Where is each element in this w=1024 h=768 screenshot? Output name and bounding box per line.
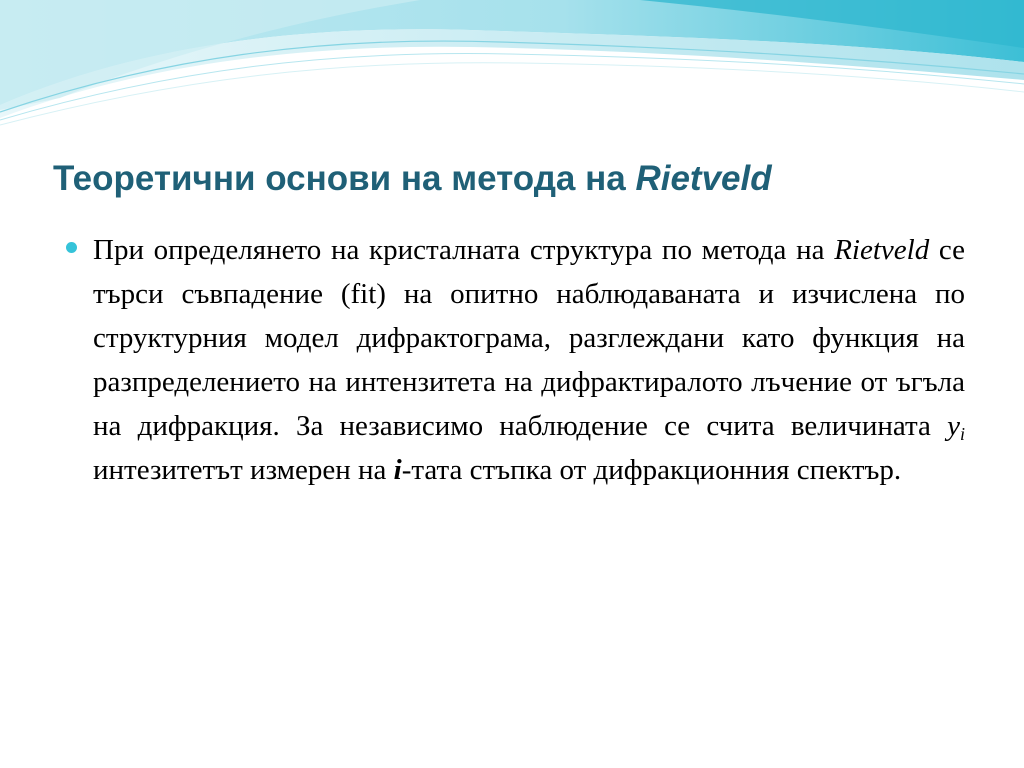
slide-title-rietveld: Rietveld xyxy=(635,159,772,198)
slide-title xyxy=(53,158,772,200)
bullet-text-part2: се търси съвпадение (fit) на опитно наблюдаваната и изчислена по структурния модел дифрактограма, разглеждани като функция на разпределението на интензитета на дифрактиралото лъчение от ъгъла на дифракция. За независимо наблюдение се счита величината xyxy=(93,234,965,442)
variable-y-subscript: i xyxy=(959,424,965,444)
variable-y: y xyxy=(947,410,960,442)
bullet-item xyxy=(60,228,965,492)
bullet-text xyxy=(93,228,965,492)
bullet-text-part1: При определянето на кристалната структура по метода на xyxy=(93,234,835,266)
decorative-wave-header xyxy=(0,0,1024,130)
slide-title-main: Теоретични основи на метода на xyxy=(53,159,636,198)
bullet-rietveld: Rietveld xyxy=(834,234,930,266)
slide-body xyxy=(60,228,965,492)
bullet-dot-icon xyxy=(66,242,77,253)
variable-i: i xyxy=(393,454,402,486)
bullet-text-part3: интезитетът измерен на xyxy=(93,454,394,486)
bullet-text-part4: -тата стъпка от дифракционния спектър. xyxy=(401,454,902,486)
